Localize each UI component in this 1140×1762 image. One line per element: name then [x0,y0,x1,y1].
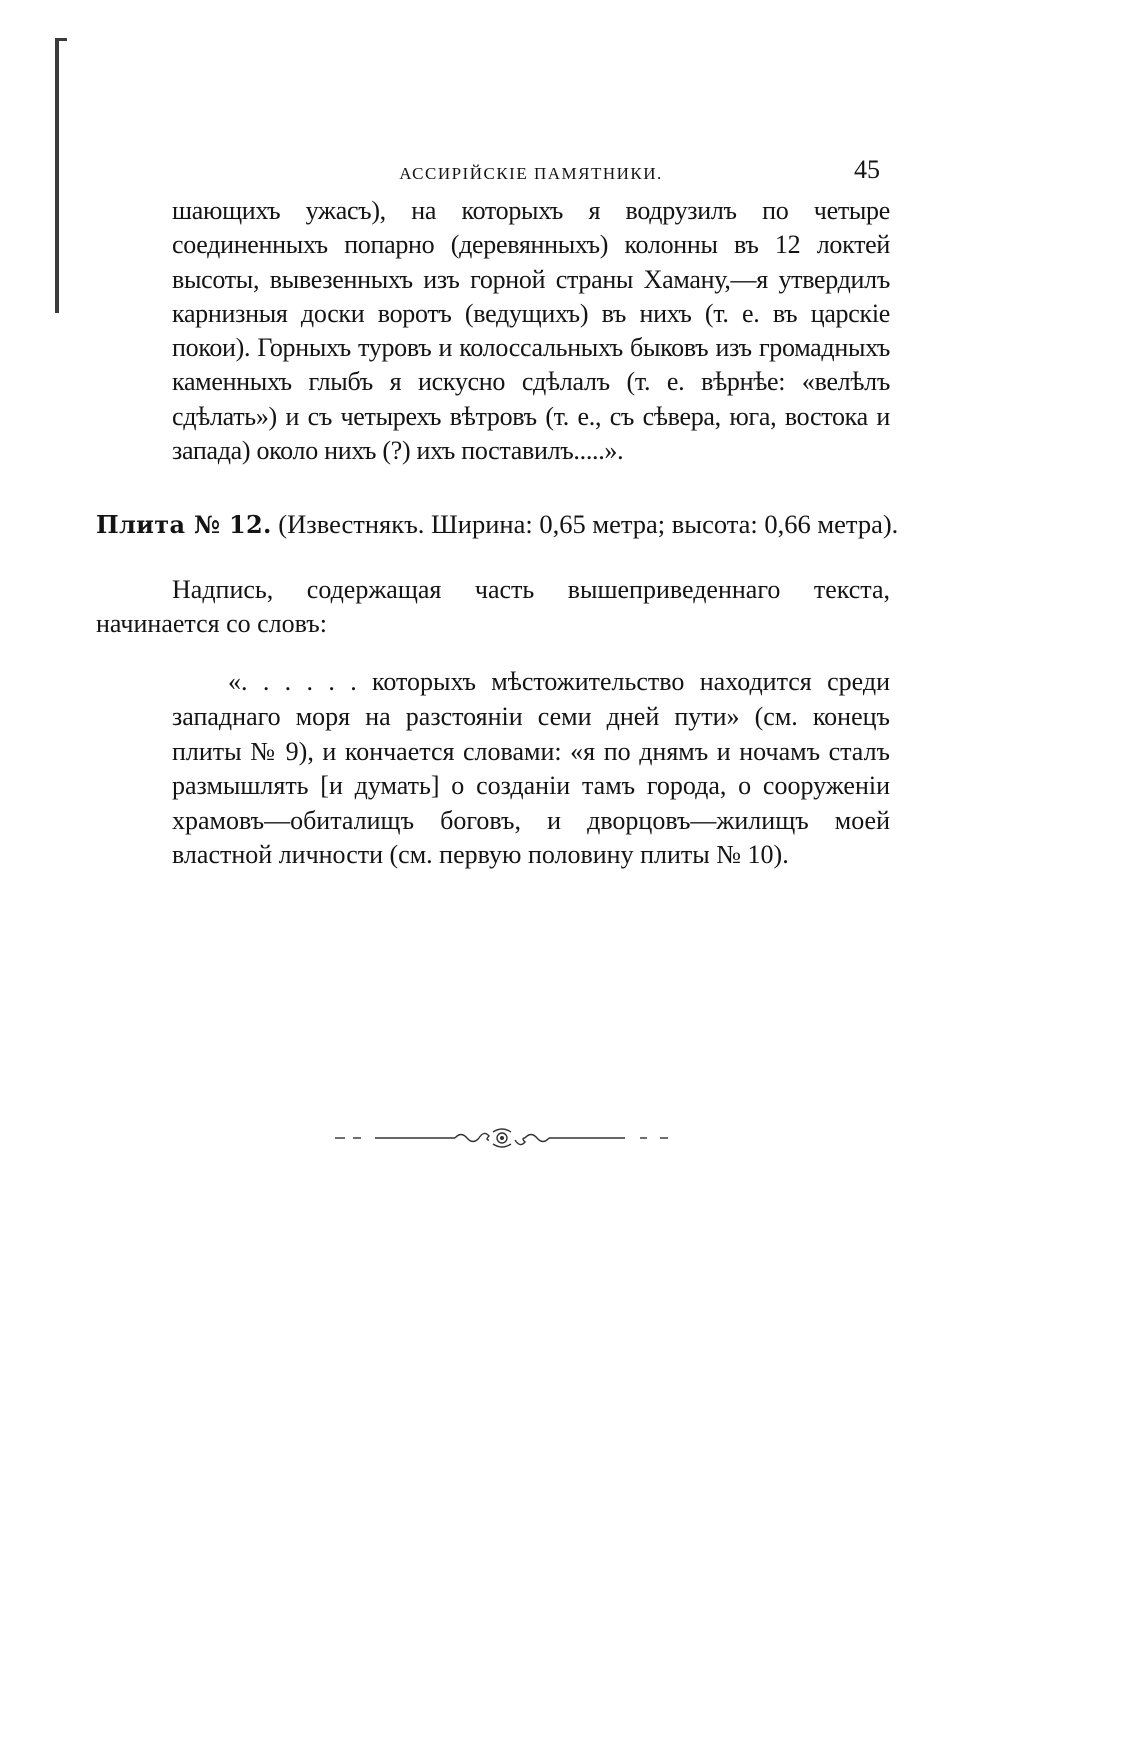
page-number: 45 [854,155,880,184]
running-head-title: АССИРІЙСКІЕ ПАМЯТНИКИ. [399,164,663,183]
intro-paragraph: Надпись, содержащая часть вышеприведеннаго текста, начинается со словъ: [96,575,890,639]
body-paragraph: шающихъ ужасъ), на которыхъ я водрузилъ по четыре соединенныхъ попарно (деревянныхъ) колонны въ 12 локтей высоты, вывезенныхъ изъ горной страны Хаману,—я утвердилъ карнизныя доски воротъ (ведущихъ) въ нихъ (т. е. въ царскіе покои). Горныхъ туровъ и колоссальныхъ быковъ изъ громадныхъ каменныхъ глыбъ я искусно сдѣлалъ (т. е. вѣрнѣе: «велѣлъ сдѣлать») и съ четырехъ вѣтровъ (т. е., съ сѣвера, юга, востока и запада) около нихъ (?) ихъ поставилъ.....». [172,196,890,466]
plate-heading [96,506,899,543]
book-page [96,150,899,873]
decorative-divider-ornament [335,1126,670,1150]
page-binding-edge [55,38,59,313]
quoted-inscription: «. . . . . . которыхъ мѣстожительство находится среди западнаго моря на разстояніи семи дней пути» (см. конецъ плиты № 9), и кончается словами: «я по днямъ и ночамъ сталъ размышлять [и думать] о созданіи тамъ города, о сооруженіи храмовъ—обиталищъ боговъ, и дворцовъ—жилищъ моей властной личности (см. первую половину плиты № 10). [172,667,890,870]
running-head [172,150,890,194]
plate-details: (Известнякъ. Ширина: 0,65 метра; высота: 0,66 метра). [278,509,899,540]
plate-label: Плита № 12. [96,510,272,540]
